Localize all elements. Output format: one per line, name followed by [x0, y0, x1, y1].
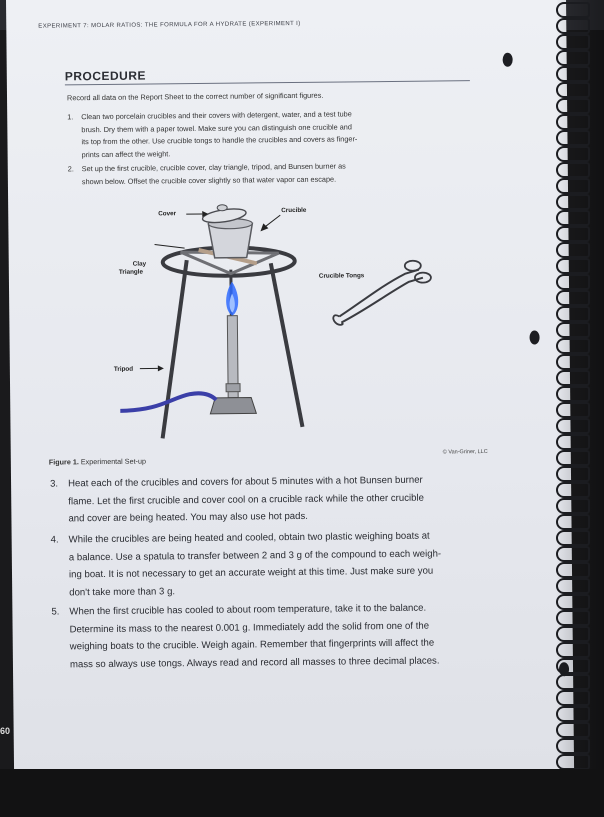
step-line: mass so always use tongs. Always read and record all masses to three decimal places. — [69, 654, 440, 670]
label-clay-line-2: Triangle — [118, 268, 144, 276]
notebook-page — [6, 0, 574, 775]
cover-knob — [217, 205, 227, 211]
spiral-coil — [556, 210, 590, 226]
spiral-coil — [556, 354, 590, 370]
section-title: PROCEDURE — [64, 68, 147, 84]
page-number: 60 — [0, 726, 11, 736]
spiral-coil — [556, 306, 590, 322]
spiral-coil — [556, 674, 590, 690]
step-line: Heat each of the crucibles and covers for about 5 minutes with a hot Bunsen burner — [68, 474, 423, 490]
label-crucible: Crucible — [281, 206, 307, 215]
step-2 — [67, 160, 346, 188]
spiral-coil — [556, 290, 590, 306]
step-5 — [51, 600, 440, 674]
spiral-coil — [556, 642, 590, 658]
running-head: EXPERIMENT 7: MOLAR RATIOS: THE FORMULA FOR A HYDRATE (EXPERIMENT I) — [38, 20, 301, 30]
tongs-handle-loop — [405, 261, 421, 271]
crucible-arrowhead — [260, 223, 268, 231]
tripod-leg — [271, 263, 303, 427]
spiral-coil — [556, 482, 590, 498]
spiral-coil — [556, 162, 590, 178]
spiral-binding — [558, 0, 598, 780]
spiral-coil — [556, 386, 590, 402]
step-line: prints can affect the weight. — [81, 149, 171, 159]
spiral-coil — [556, 114, 590, 130]
punch-hole — [503, 53, 513, 67]
step-number: 2. — [67, 164, 74, 174]
spiral-coil — [556, 50, 590, 66]
spiral-coil — [556, 498, 590, 514]
step-line: ing boat. It is not necessary to get an accurate weight at this time. Just make sure you — [68, 565, 434, 581]
step-line: and cover are being heated. You may also use hot pads. — [68, 510, 308, 525]
step-line: weighing boats to the crucible. Weigh again. Remember that fingerprints will affect the — [69, 637, 435, 653]
spiral-coil — [556, 658, 590, 674]
step-3 — [50, 472, 424, 528]
spiral-coil — [556, 130, 590, 146]
spiral-coil — [556, 274, 590, 290]
spiral-coil — [556, 338, 590, 354]
figure-caption-text: Experimental Set-up — [80, 456, 146, 467]
step-line: While the crucibles are being heated and cooled, obtain two plastic weighing boats at — [68, 530, 430, 546]
spiral-coil — [556, 530, 590, 546]
step-line: Set up the first crucible, crucible cover, clay triangle, tripod, and Bunsen burner as — [81, 161, 346, 174]
spiral-coil — [556, 722, 590, 738]
triangle-arrow — [155, 244, 185, 248]
step-number: 1. — [67, 112, 74, 122]
spiral-coil — [556, 34, 590, 50]
spiral-coil — [556, 2, 590, 18]
tongs-handle-loop — [415, 273, 431, 283]
spiral-coil — [556, 18, 590, 34]
spiral-coil — [556, 322, 590, 338]
spiral-coil — [556, 754, 590, 770]
spiral-coil — [556, 402, 590, 418]
label-cover: Cover — [158, 210, 177, 218]
step-1 — [67, 108, 358, 161]
figure-caption — [49, 457, 146, 467]
experimental-setup-figure — [8, 184, 571, 460]
background-bottom — [0, 769, 604, 817]
punch-hole — [529, 330, 539, 344]
step-line: When the first crucible has cooled to about room temperature, take it to the balance. — [69, 602, 427, 618]
spiral-coil — [556, 690, 590, 706]
spiral-coil — [556, 514, 590, 530]
spiral-coil — [556, 594, 590, 610]
spiral-coil — [556, 146, 590, 162]
step-line: shown below. Offset the crucible cover slightly so that water vapor can escape. — [81, 174, 337, 186]
step-line: don't take more than 3 g. — [69, 585, 176, 598]
spiral-coil — [556, 546, 590, 562]
spiral-coil — [556, 578, 590, 594]
step-line: Determine its mass to the nearest 0.001 g. Immediately add the solid from one of the — [69, 620, 430, 635]
spiral-coil — [556, 562, 590, 578]
tongs-tip — [333, 315, 343, 325]
spiral-coil — [556, 466, 590, 482]
burner-base — [210, 397, 256, 413]
spiral-coil — [556, 434, 590, 450]
figure-credit: © Van-Griner, LLC — [442, 448, 488, 456]
spiral-coil — [556, 370, 590, 386]
step-line: flame. Let the first crucible and cover cool on a crucible rack while the other crucible — [68, 492, 424, 507]
spiral-coil — [556, 194, 590, 210]
figure-number: Figure 1. — [48, 457, 79, 467]
tongs-arm — [341, 278, 423, 323]
step-number: 5. — [51, 606, 60, 618]
tripod-arrowhead — [158, 365, 164, 371]
spiral-coil — [556, 66, 590, 82]
label-crucible-tongs: Crucible Tongs — [318, 272, 365, 280]
spiral-coil — [556, 738, 590, 754]
spiral-coil — [556, 418, 590, 434]
step-number: 3. — [50, 478, 59, 490]
tripod-leg — [161, 260, 189, 438]
step-line: brush. Dry them with a paper towel. Make sure you can distinguish one crucible and — [81, 121, 352, 134]
spiral-coil — [556, 98, 590, 114]
spiral-coil — [556, 258, 590, 274]
step-number: 4. — [50, 534, 59, 546]
spiral-coil — [556, 610, 590, 626]
spiral-coil — [556, 178, 590, 194]
step-line: a balance. Use a spatula to transfer between 2 and 3 g of the compound to each weigh- — [68, 547, 442, 563]
spiral-coil — [556, 450, 590, 466]
spiral-coil — [556, 226, 590, 242]
crucible-arrow — [264, 215, 280, 227]
spiral-coil — [556, 706, 590, 722]
step-line: its top from the other. Use crucible tongs to handle the crucibles and covers as finger- — [81, 134, 358, 147]
step-line: Clean two porcelain crucibles and their covers with detergent, water, and a test tube — [81, 109, 352, 122]
label-tripod: Tripod — [113, 365, 134, 373]
step-4 — [50, 527, 442, 601]
intro-text: Record all data on the Report Sheet to the correct number of significant figures. — [66, 90, 324, 103]
burner-collar — [226, 384, 240, 392]
label-clay-line-1: Clay — [132, 260, 147, 268]
spiral-coil — [556, 82, 590, 98]
spiral-coil — [556, 626, 590, 642]
spiral-coil — [556, 242, 590, 258]
